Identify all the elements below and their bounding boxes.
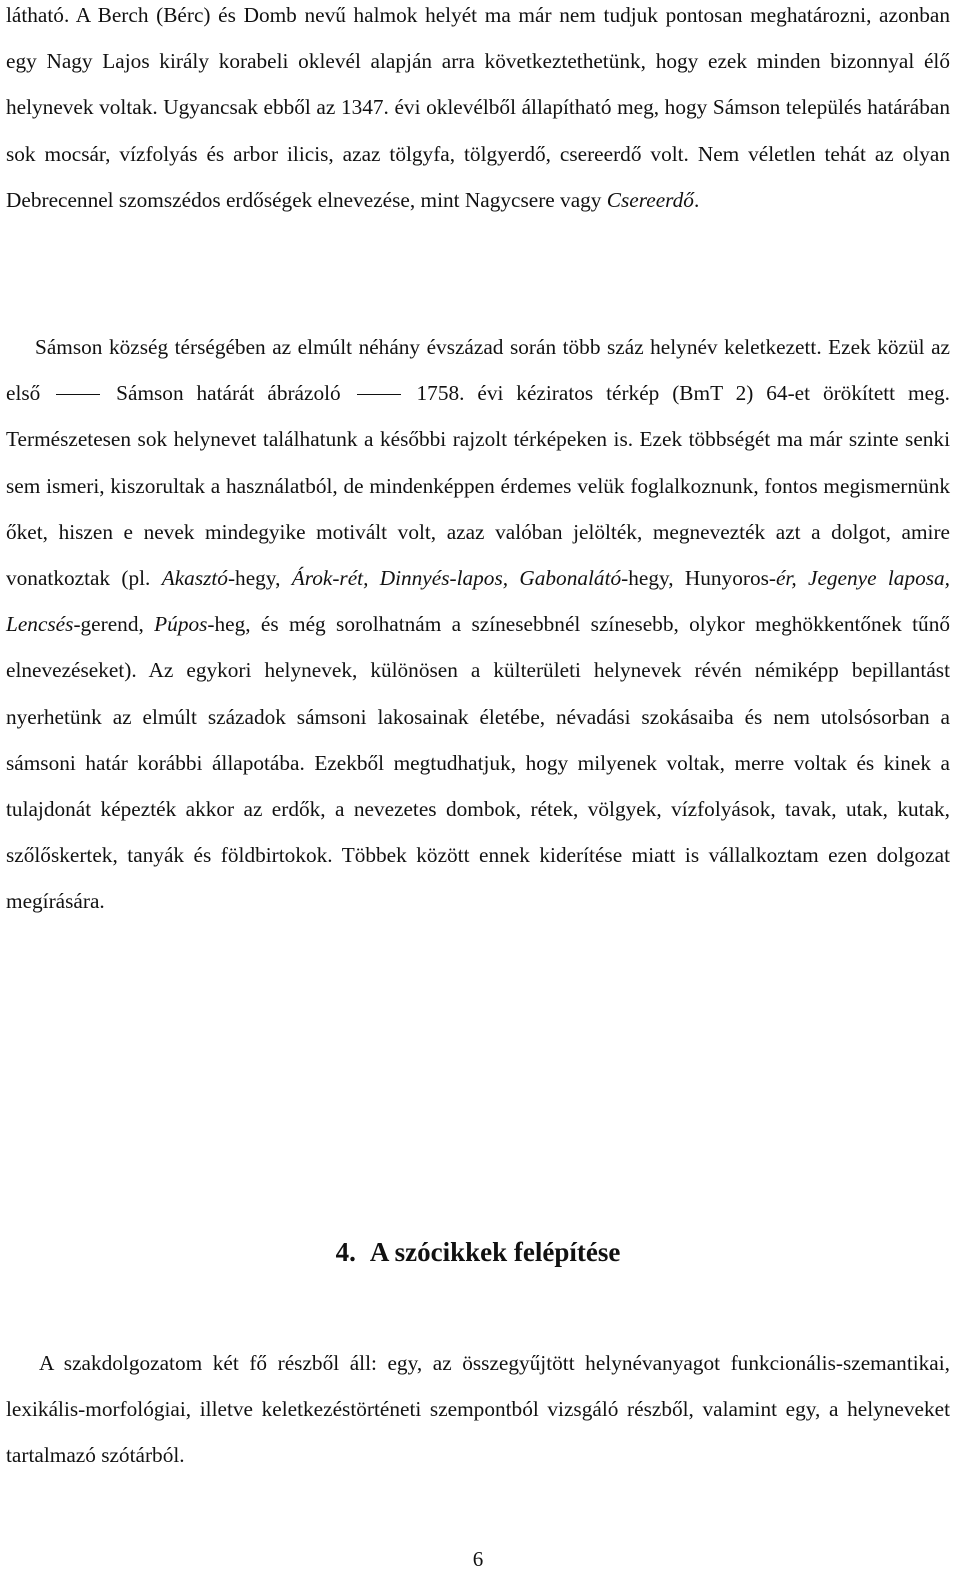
italic-placenames-group-2: ér, Jegenye laposa, Lencsés xyxy=(6,566,950,637)
paragraph-2-text-7: -heg, és még sorolhatnám a színesebbnél színesebb, olykor meghökkentőnek tűnő elnevezéseket). Az egykori helynevek, különösen a külterületi helynevek révén némiképp bepillantást nyerhetünk az elmúlt századok sámsoni lakosainak életébe, névadási szokásaiba és nem utolsósorban a sámsoni határ korábbi állapotába. Ezekből megtudhatjuk, hogy milyenek voltak, merre voltak és kinek a tulajdonát képezték akkor az erdők, a nevezetes dombok, rétek, völgyek, vízfolyások, tavak, utak, kutak, szőlőskertek, tanyák és földbirtokok. Többek között ennek kiderítése miatt is vállalkoztam ezen dolgozat megírására. xyxy=(6,612,950,914)
italic-placename-akaszto: Akasztó xyxy=(161,566,228,591)
paragraph-2-text-3: 1758. évi kéziratos térkép (BmT 2) 64-et örökített meg. Természetesen sok helynevet találhatunk a későbbi rajzolt térképeken is. Ezek többségét ma már szinte senki sem ismeri, kiszorultak a használatból, de mindenképpen érdemes velük foglalkoznunk, fontos megismernünk őket, hiszen e nevek mindegyike motivált volt, azaz valóban jelölték, megnevezték azt a dolgot, amire vonatkoztak (pl. xyxy=(6,381,951,591)
paragraph-3: A szakdolgozatom két fő részből áll: egy, az összegyűjtött helynévanyagot funkcionális-szemantikai, lexikális-morfológiai, illetve keletkezéstörténeti szempontból vizsgáló részből, valamint egy, a helyneveket tartalmazó szótárból. xyxy=(6,1351,950,1468)
section-number: 4. xyxy=(335,1237,356,1267)
section-title: A szócikkek felépítése xyxy=(369,1237,621,1267)
paragraph-2-text-5: -hegy, Hunyoros- xyxy=(621,566,776,591)
page-number: 6 xyxy=(472,1547,484,1571)
paragraph-2-text-2: Sámson határát ábrázoló xyxy=(116,381,341,406)
paragraph-2-text-6: -gerend, xyxy=(73,612,155,637)
paragraph-2-text-1: Sámson község térségében az elmúlt néhány évszázad során több száz helynév keletkezett. Ezek közül az első xyxy=(6,335,950,406)
paragraph-1 xyxy=(6,0,950,223)
italic-placename-pupos: Púpos xyxy=(154,612,208,637)
paragraph-2 xyxy=(6,324,950,925)
paragraph-1-italic-csereerdo: Csereerdő xyxy=(606,187,694,212)
paragraph-1-text: látható. A Berch (Bérc) és Domb nevű halmok helyét ma már nem tudjuk pontosan meghatározni, azonban egy Nagy Lajos király korabeli oklevél alapján arra következtethetünk, hogy ezek minden bizonnyal élő helynevek voltak. Ugyancsak ebből az 1347. évi oklevélből állapítható meg, hogy Sámson település határában sok mocsár, vízfolyás és arbor ilicis, azaz tölgyfa, tölgyerdő, csereerdő volt. Nem véletlen tehát az olyan Debrecennel szomszédos erdőségek elnevezése, mint Nagycsere vagy xyxy=(6,3,950,212)
em-dash-rule xyxy=(357,394,401,395)
paragraph-1-end: . xyxy=(693,187,700,212)
italic-placenames-group-1: Árok-rét, Dinnyés-lapos, Gabonalátó xyxy=(291,566,622,591)
em-dash-rule xyxy=(56,394,100,395)
paragraph-2-text-4: -hegy, xyxy=(227,566,292,591)
section-heading xyxy=(6,1232,950,1272)
